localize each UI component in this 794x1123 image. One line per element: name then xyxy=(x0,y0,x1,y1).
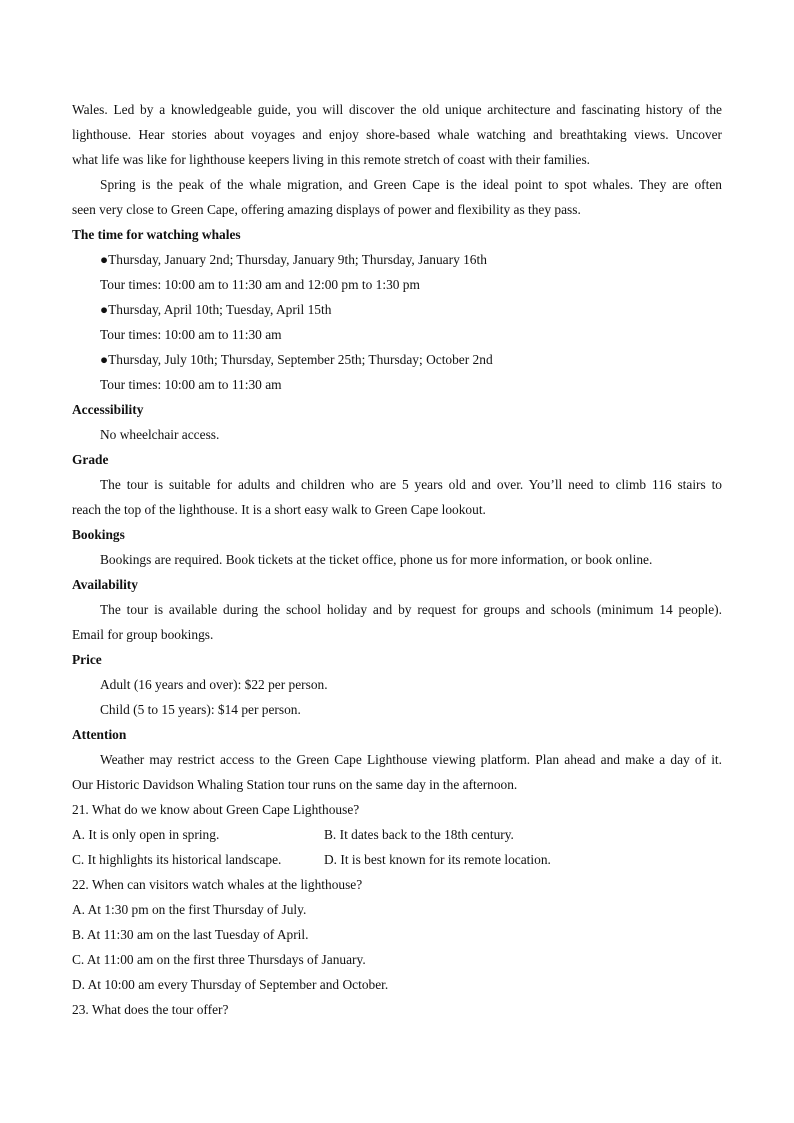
attention-text-line: Our Historic Davidson Whaling Station tour runs on the same day in the afternoon. xyxy=(72,777,518,792)
availability-text-line: The tour is available during the school holiday and by request for groups and schools (minimum 14 people). xyxy=(100,602,722,617)
attention-text-line: Weather may restrict access to the Green Cape Lighthouse viewing platform. Plan ahead and make a day of it. xyxy=(100,752,722,767)
option-b: B. It dates back to the 18th century. xyxy=(324,827,514,842)
option-d: D. It is best known for its remote location. xyxy=(324,852,551,867)
price-child: Child (5 to 15 years): $14 per person. xyxy=(100,702,301,717)
option-a: A. It is only open in spring. xyxy=(72,827,220,842)
tour-dates-january: ●Thursday, January 2nd; Thursday, January 9th; Thursday, January 16th xyxy=(100,252,487,267)
tour-times-april: Tour times: 10:00 am to 11:30 am xyxy=(100,327,282,342)
tour-dates-april: ●Thursday, April 10th; Tuesday, April 15th xyxy=(100,302,332,317)
intro-line: lighthouse. Hear stories about voyages and enjoy shore-based whale watching and breathtaking views. Uncover xyxy=(72,127,722,142)
watching-heading: The time for watching whales xyxy=(72,227,241,242)
bookings-text: Bookings are required. Book tickets at the ticket office, phone us for more information, or book online. xyxy=(100,552,653,567)
spring-paragraph-line: seen very close to Green Cape, offering amazing displays of power and flexibility as they pass. xyxy=(72,202,581,217)
spring-paragraph-line: Spring is the peak of the whale migration, and Green Cape is the ideal point to spot whales. They are often xyxy=(100,177,722,192)
availability-text-line: Email for group bookings. xyxy=(72,627,214,642)
document-page xyxy=(72,97,722,1022)
question-21-options-row xyxy=(72,847,722,872)
bookings-heading: Bookings xyxy=(72,527,125,542)
option-d: D. At 10:00 am every Thursday of September and October. xyxy=(72,977,389,992)
accessibility-heading: Accessibility xyxy=(72,402,144,417)
option-a: A. At 1:30 pm on the first Thursday of July. xyxy=(72,902,307,917)
intro-line: what life was like for lighthouse keepers living in this remote stretch of coast with their families. xyxy=(72,152,591,167)
availability-heading: Availability xyxy=(72,577,138,592)
question-21-options-row xyxy=(72,822,722,847)
accessibility-text: No wheelchair access. xyxy=(100,427,220,442)
price-adult: Adult (16 years and over): $22 per person. xyxy=(100,677,328,692)
attention-heading: Attention xyxy=(72,727,127,742)
question-21: 21. What do we know about Green Cape Lighthouse? xyxy=(72,802,360,817)
question-23: 23. What does the tour offer? xyxy=(72,1002,229,1017)
tour-times-january: Tour times: 10:00 am to 11:30 am and 12:00 pm to 1:30 pm xyxy=(100,277,420,292)
option-c: C. It highlights its historical landscape. xyxy=(72,852,282,867)
grade-heading: Grade xyxy=(72,452,109,467)
question-22: 22. When can visitors watch whales at the lighthouse? xyxy=(72,877,363,892)
option-c: C. At 11:00 am on the first three Thursdays of January. xyxy=(72,952,366,967)
tour-times-july-october: Tour times: 10:00 am to 11:30 am xyxy=(100,377,282,392)
option-b: B. At 11:30 am on the last Tuesday of April. xyxy=(72,927,309,942)
price-heading: Price xyxy=(72,652,102,667)
grade-text-line: reach the top of the lighthouse. It is a short easy walk to Green Cape lookout. xyxy=(72,502,486,517)
intro-line: Wales. Led by a knowledgeable guide, you will discover the old unique architecture and fascinating history of the xyxy=(72,102,722,117)
tour-dates-july-october: ●Thursday, July 10th; Thursday, September 25th; Thursday; October 2nd xyxy=(100,352,493,367)
grade-text-line: The tour is suitable for adults and children who are 5 years old and over. You’ll need to climb 116 stairs to xyxy=(100,477,722,492)
